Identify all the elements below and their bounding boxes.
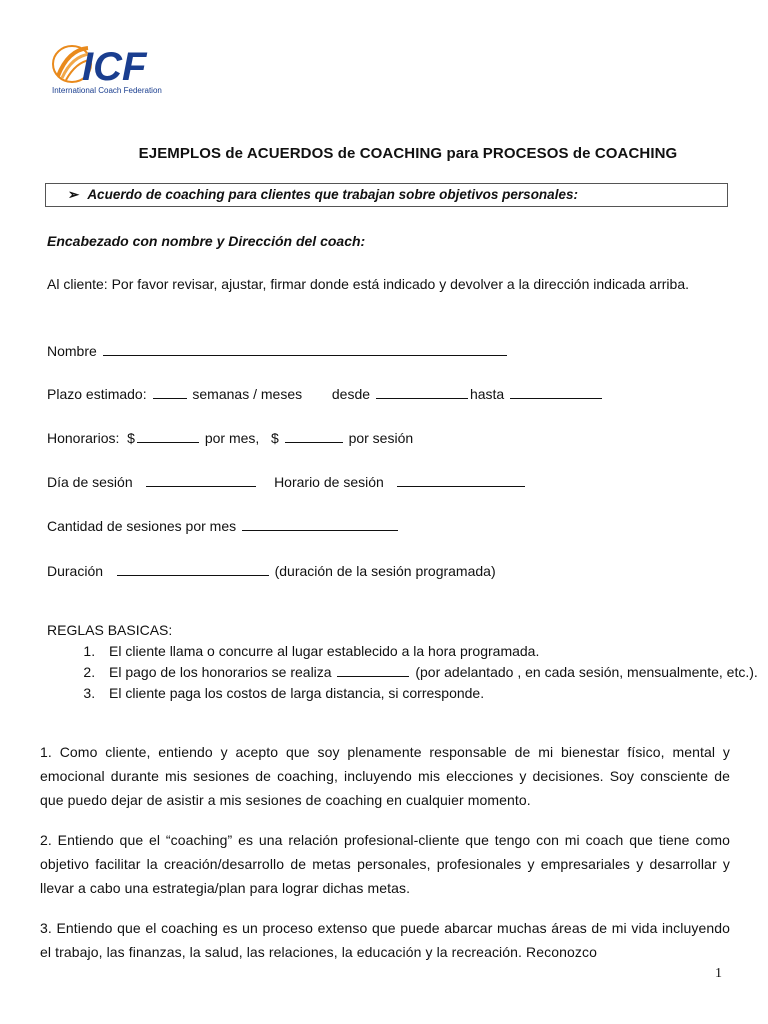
hasta-blank[interactable] [510, 386, 602, 399]
field-duracion [47, 560, 727, 582]
cantidad-label: Cantidad de sesiones por mes [47, 518, 237, 534]
reglas-section [47, 620, 758, 704]
hasta-label: hasta [469, 386, 505, 402]
plazo-label: Plazo estimado: [47, 386, 147, 402]
arrow-bullet-icon: ➢ [68, 187, 80, 202]
por-sesion-label: por sesión [348, 430, 414, 446]
document-title [0, 145, 768, 162]
field-nombre [47, 340, 727, 362]
agreement-heading: Acuerdo de coaching para clientes que trabajan sobre objetivos personales: [87, 187, 578, 202]
field-cantidad [47, 515, 727, 537]
paragraph-1: 1. Como cliente, entiendo y acepto que soy plenamente responsable de mi bienestar físico, mental y emocional durante mis sesiones de coaching, incluyendo mis elecciones y decisiones. Soy consciente de que puedo dejar de asistir a mis sesiones de coaching en cualquier momento. [40, 744, 730, 808]
desde-blank[interactable] [376, 386, 468, 399]
horario-label: Horario de sesión [274, 474, 384, 490]
paragraph-3: 3. Entiendo que el coaching es un proceso extenso que puede abarcar muchas áreas de mi vida incluyendo el trabajo, las finanzas, la salud, las relaciones, la educación y la recreación. Reconozco [40, 920, 730, 960]
regla-item [99, 662, 758, 683]
regla-2-suffix: (por adelantado , en cada sesión, mensualmente, etc.). [415, 664, 758, 680]
agreement-heading-box [45, 183, 728, 207]
payment-blank[interactable] [337, 664, 409, 677]
nombre-blank[interactable] [103, 343, 507, 356]
cantidad-blank[interactable] [242, 518, 398, 531]
por-mes-label: por mes, [204, 430, 260, 446]
icf-swoosh-icon [50, 40, 180, 90]
regla-item: 3. El cliente paga los costos de larga distancia, si corresponde. [99, 683, 758, 704]
field-plazo [47, 383, 727, 405]
field-dia-horario [47, 471, 727, 493]
dollar-sign-2: $ [270, 430, 279, 446]
document-title-text: EJEMPLOS de ACUERDOS de COACHING para PROCESOS de COACHING [138, 145, 678, 162]
monthly-fee-blank[interactable] [137, 430, 199, 443]
semanas-label: semanas / meses [192, 386, 303, 402]
dia-blank[interactable] [146, 474, 256, 487]
page-number: 1 [715, 966, 722, 981]
intro-text: Al cliente: Por favor revisar, ajustar, firmar donde está indicado y devolver a la dirección indicada arriba. [47, 276, 689, 292]
paragraph-2: 2. Entiendo que el “coaching” es una relación profesional-cliente que tengo con mi coach que tiene como objetivo facilitar la creación/desarrollo de metas personales, profesionales y empresariales y desarrollar y llevar a cabo una estrategia/plan para lograr dichas metas. [40, 832, 730, 896]
dia-label: Día de sesión [47, 474, 133, 490]
reglas-heading: REGLAS BASICAS: [47, 622, 173, 638]
duracion-label: Duración [47, 563, 104, 579]
logo-subtitle: International Coach Federation [52, 86, 162, 95]
session-fee-blank[interactable] [285, 430, 343, 443]
field-honorarios [47, 427, 727, 449]
encabezado-heading: Encabezado con nombre y Dirección del coach: [47, 233, 366, 249]
plazo-blank[interactable] [153, 386, 187, 399]
desde-label: desde [331, 386, 371, 402]
honorarios-label: Honorarios: [47, 430, 120, 446]
dollar-sign-1: $ [127, 430, 135, 446]
reglas-list [47, 641, 758, 704]
duracion-blank[interactable] [117, 563, 269, 576]
regla-2-text: El pago de los honorarios se realiza [109, 664, 332, 680]
logo-mark: ICF [82, 45, 147, 89]
duracion-note: (duración de la sesión programada) [274, 563, 496, 579]
horario-blank[interactable] [397, 474, 525, 487]
regla-item: 1. El cliente llama o concurre al lugar establecido a la hora programada. [99, 641, 758, 662]
nombre-label: Nombre [47, 343, 97, 359]
